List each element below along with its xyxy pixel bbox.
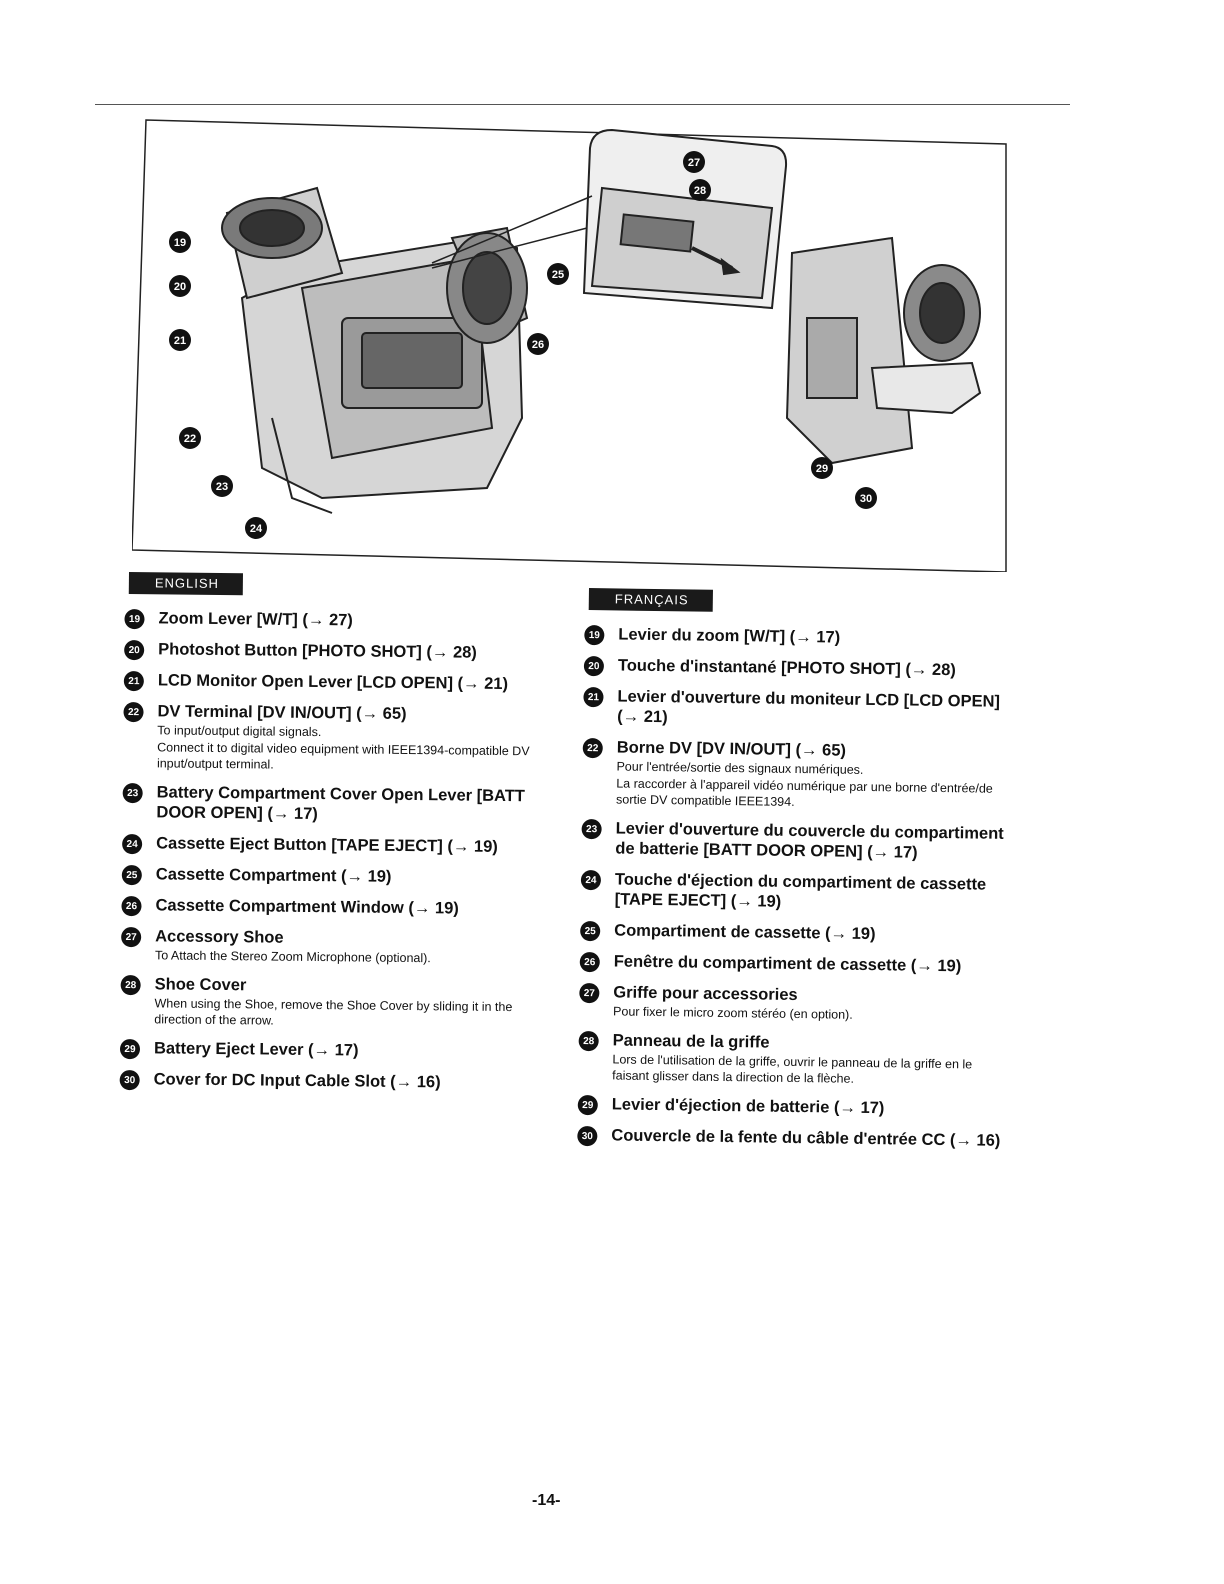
item-title: Levier d'ouverture du moniteur LCD [LCD OPEN] (→ 21) bbox=[617, 687, 1001, 727]
list-item bbox=[584, 624, 1014, 650]
callout-number: 21 bbox=[173, 335, 187, 347]
item-number-badge: 21 bbox=[124, 671, 144, 691]
list-item bbox=[120, 974, 551, 1031]
item-title: Shoe Cover bbox=[154, 975, 247, 995]
list-item bbox=[120, 1038, 550, 1063]
callout-number: 29 bbox=[815, 463, 829, 475]
callout-badge bbox=[683, 151, 705, 173]
item-number-badge: 20 bbox=[124, 640, 144, 660]
list-item bbox=[124, 670, 554, 695]
callout-number: 20 bbox=[173, 281, 187, 293]
callout-number: 26 bbox=[531, 339, 545, 351]
list-item bbox=[122, 782, 552, 827]
item-title: Levier du zoom [W/T] (→ 17) bbox=[618, 625, 841, 647]
callout-number: 23 bbox=[215, 481, 229, 493]
callout-number: 30 bbox=[859, 493, 873, 505]
item-description: To input/output digital signals. bbox=[157, 723, 322, 740]
list-item bbox=[124, 608, 554, 633]
list-item bbox=[579, 982, 1009, 1025]
callout-number: 24 bbox=[249, 523, 263, 535]
item-title: Panneau de la griffe bbox=[612, 1031, 770, 1052]
item-number-badge: 20 bbox=[584, 656, 604, 676]
item-number-badge: 24 bbox=[581, 870, 601, 890]
item-title: Battery Eject Lever (→ 17) bbox=[153, 1039, 359, 1060]
item-title: Photoshot Button [PHOTO SHOT] (→ 28) bbox=[158, 640, 477, 662]
camcorder-side-drawing bbox=[787, 238, 980, 463]
list-item bbox=[121, 926, 551, 968]
camcorder-figure bbox=[132, 118, 1008, 572]
item-title: Cassette Eject Button [TAPE EJECT] (→ 19) bbox=[156, 834, 498, 856]
english-tag: ENGLISH bbox=[129, 572, 243, 595]
item-number-badge: 25 bbox=[122, 865, 142, 885]
item-number-badge: 30 bbox=[577, 1126, 597, 1146]
list-item bbox=[122, 833, 552, 858]
list-item bbox=[124, 639, 554, 664]
list-item bbox=[121, 895, 551, 920]
english-item-list bbox=[120, 608, 555, 1093]
item-description: When using the Shoe, remove the Shoe Cover by sliding it in the direction of the arrow. bbox=[154, 996, 513, 1028]
list-item bbox=[582, 737, 1013, 813]
callout-badge bbox=[179, 427, 201, 449]
callout-number: 25 bbox=[551, 269, 565, 281]
item-number-badge: 29 bbox=[578, 1095, 598, 1115]
list-item bbox=[578, 1094, 1008, 1120]
item-title: Cover for DC Input Cable Slot (→ 16) bbox=[153, 1070, 441, 1092]
item-number-badge: 19 bbox=[584, 625, 604, 645]
item-title: Couvercle de la fente du câble d'entrée CC (→ 16) bbox=[611, 1126, 1001, 1150]
item-title: Borne DV [DV IN/OUT] (→ 65) bbox=[616, 738, 847, 760]
item-description: To Attach the Stereo Zoom Microphone (optional). bbox=[154, 948, 431, 966]
item-title: Cassette Compartment (→ 19) bbox=[155, 865, 392, 886]
item-title: Griffe pour accessories bbox=[613, 983, 798, 1005]
camcorder-main-drawing bbox=[222, 188, 527, 513]
list-item bbox=[581, 818, 1012, 864]
item-number-badge: 19 bbox=[124, 609, 144, 629]
item-title: Zoom Lever [W/T] (→ 27) bbox=[158, 609, 353, 630]
callout-number: 19 bbox=[173, 237, 187, 249]
item-number-badge: 27 bbox=[579, 983, 599, 1003]
item-number-badge: 30 bbox=[120, 1070, 140, 1090]
item-title: DV Terminal [DV IN/OUT] (→ 65) bbox=[157, 702, 407, 723]
item-title: Cassette Compartment Window (→ 19) bbox=[155, 896, 459, 918]
item-number-badge: 26 bbox=[121, 896, 141, 916]
list-item bbox=[578, 1030, 1009, 1089]
english-column bbox=[119, 572, 555, 1104]
item-title: Compartiment de cassette (→ 19) bbox=[614, 921, 876, 944]
item-title: Levier d'éjection de batterie (→ 17) bbox=[611, 1095, 885, 1118]
callout-badge bbox=[245, 517, 267, 539]
item-number-badge: 26 bbox=[580, 952, 600, 972]
item-number-badge: 28 bbox=[121, 975, 141, 995]
item-description: Lors de l'utilisation de la griffe, ouvrir le panneau de la griffe en le faisant glisser dans la direction de la flèche. bbox=[612, 1052, 973, 1086]
item-title: Battery Compartment Cover Open Lever [BATT DOOR OPEN] (→ 17) bbox=[156, 783, 526, 824]
list-item bbox=[583, 686, 1014, 732]
list-item bbox=[120, 1069, 550, 1094]
list-item bbox=[577, 1125, 1007, 1151]
french-tag: FRANÇAIS bbox=[589, 588, 713, 612]
item-number-badge: 23 bbox=[581, 819, 601, 839]
callout-badge bbox=[689, 179, 711, 201]
list-item bbox=[123, 701, 554, 775]
item-number-badge: 21 bbox=[583, 687, 603, 707]
callout-badge bbox=[811, 457, 833, 479]
item-number-badge: 27 bbox=[121, 927, 141, 947]
item-title: Touche d'instantané [PHOTO SHOT] (→ 28) bbox=[617, 656, 956, 680]
item-title: Fenêtre du compartiment de cassette (→ 19) bbox=[613, 952, 962, 976]
item-number-badge: 22 bbox=[583, 738, 603, 758]
item-number-badge: 23 bbox=[123, 783, 143, 803]
item-description: La raccorder à l'appareil vidéo numérique par une borne d'entrée/de sortie DV compatible IEEE1394. bbox=[615, 776, 993, 809]
page-number: -14- bbox=[532, 1492, 561, 1509]
item-title: Levier d'ouverture du couvercle du compartiment de batterie [BATT DOOR OPEN] (→ 17) bbox=[615, 819, 1004, 862]
callout-number: 27 bbox=[687, 157, 701, 169]
callout-badge bbox=[169, 231, 191, 253]
item-description: Connect it to digital video equipment with IEEE1394-compatible DV input/output terminal. bbox=[156, 740, 530, 772]
item-number-badge: 24 bbox=[122, 834, 142, 854]
french-column bbox=[577, 588, 1015, 1162]
list-item bbox=[584, 655, 1014, 681]
list-item bbox=[122, 864, 552, 889]
callout-badge bbox=[169, 329, 191, 351]
french-item-list bbox=[577, 624, 1014, 1151]
item-number-badge: 29 bbox=[120, 1039, 140, 1059]
callout-badge bbox=[169, 275, 191, 297]
callout-badge bbox=[211, 475, 233, 497]
item-title: LCD Monitor Open Lever [LCD OPEN] (→ 21) bbox=[157, 671, 509, 694]
callout-number: 28 bbox=[693, 185, 707, 197]
callout-badge bbox=[547, 263, 569, 285]
item-description: Pour l'entrée/sortie des signaux numériques. bbox=[616, 759, 864, 777]
callout-number: 22 bbox=[183, 433, 197, 445]
top-rule bbox=[95, 104, 1070, 105]
callout-badge bbox=[527, 333, 549, 355]
list-item bbox=[580, 920, 1010, 946]
item-number-badge: 25 bbox=[580, 921, 600, 941]
item-description: Pour fixer le micro zoom stéréo (en option). bbox=[612, 1004, 853, 1022]
item-number-badge: 22 bbox=[123, 702, 143, 722]
item-title: Accessory Shoe bbox=[155, 927, 284, 947]
list-item bbox=[580, 951, 1010, 977]
item-title: Touche d'éjection du compartiment de cassette [TAPE EJECT] (→ 19) bbox=[614, 870, 987, 911]
callout-badge bbox=[855, 487, 877, 509]
camcorder-illustration bbox=[132, 118, 1008, 572]
list-item bbox=[581, 869, 1012, 915]
item-number-badge: 28 bbox=[579, 1031, 599, 1051]
